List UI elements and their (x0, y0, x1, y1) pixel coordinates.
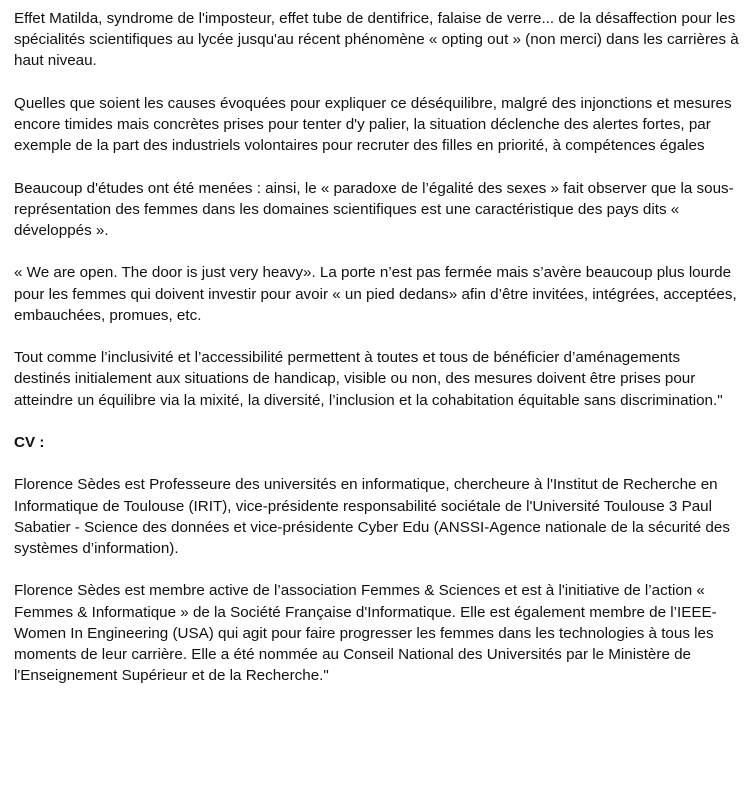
paragraph-cv-positions: Florence Sèdes est Professeure des universités en informatique, chercheure à l'Institut de Recherche en Informatique de Toulouse (IRIT), vice-présidente responsabilité sociétale de l'Université Toulouse 3 Paul Sabatier - Science des données et vice-présidente Cyber Edu (ANSSI-Agence nationale de la sécurité des systèmes d’information). (14, 476, 730, 557)
paragraph-studies: Beaucoup d'études ont été menées : ainsi, le « paradoxe de l’égalité des sexes » fait observer que la sous-représentation des femmes dans les domaines scientifiques est une caractéristique des pays dits « développés ». (14, 179, 734, 239)
paragraph-cv-memberships: Florence Sèdes est membre active de l’association Femmes & Sciences et est à l'initiative de l’action « Femmes & Informatique » de la Société Française d'Informatique. Elle est également membre de l’IEEE-Women In Engineering (USA) qui agit pour faire progresser les femmes dans les technologies à tous les moments de leur carrière. Elle a été nommée au Conseil National des Universités par le Ministère de l'Enseignement Supérieur et de la Recherche." (14, 582, 717, 685)
paragraph-inclusivity: Tout comme l’inclusivité et l’accessibilité permettent à toutes et tous de bénéficier d’aménagements destinés initialement aux situations de handicap, visible ou non, des mesures doivent être prises pour atteindre un équilibre via la mixité, la diversité, l’inclusion et la cohabitation équitable sans discrimination." (14, 349, 723, 409)
paragraph-causes: Quelles que soient les causes évoquées pour expliquer ce déséquilibre, malgré des injonctions et mesures encore timides mais concrètes prises pour tenter d'y palier, la situation déclenche des alertes fortes, par exemple de la part des industriels volontaires pour recruter des filles en priorité, à compétences égales (14, 94, 732, 155)
cv-heading: CV : (14, 433, 45, 451)
paragraph-stereotypes: Effet Matilda, syndrome de l'imposteur, effet tube de dentifrice, falaise de verre... de la désaffection pour les spécialités scientifiques au lycée jusqu'au récent phénomène « opting out » (non merci) dans les carrières à haut niveau. (14, 10, 739, 70)
document-page (14, 8, 739, 708)
paragraph-door-quote: « We are open. The door is just very heavy». La porte n’est pas fermée mais s’avère beaucoup plus lourde pour les femmes qui doivent investir pour avoir « un pied dedans» afin d’être invitées, intégrées, acceptées, embauchées, promues, etc. (14, 264, 737, 324)
